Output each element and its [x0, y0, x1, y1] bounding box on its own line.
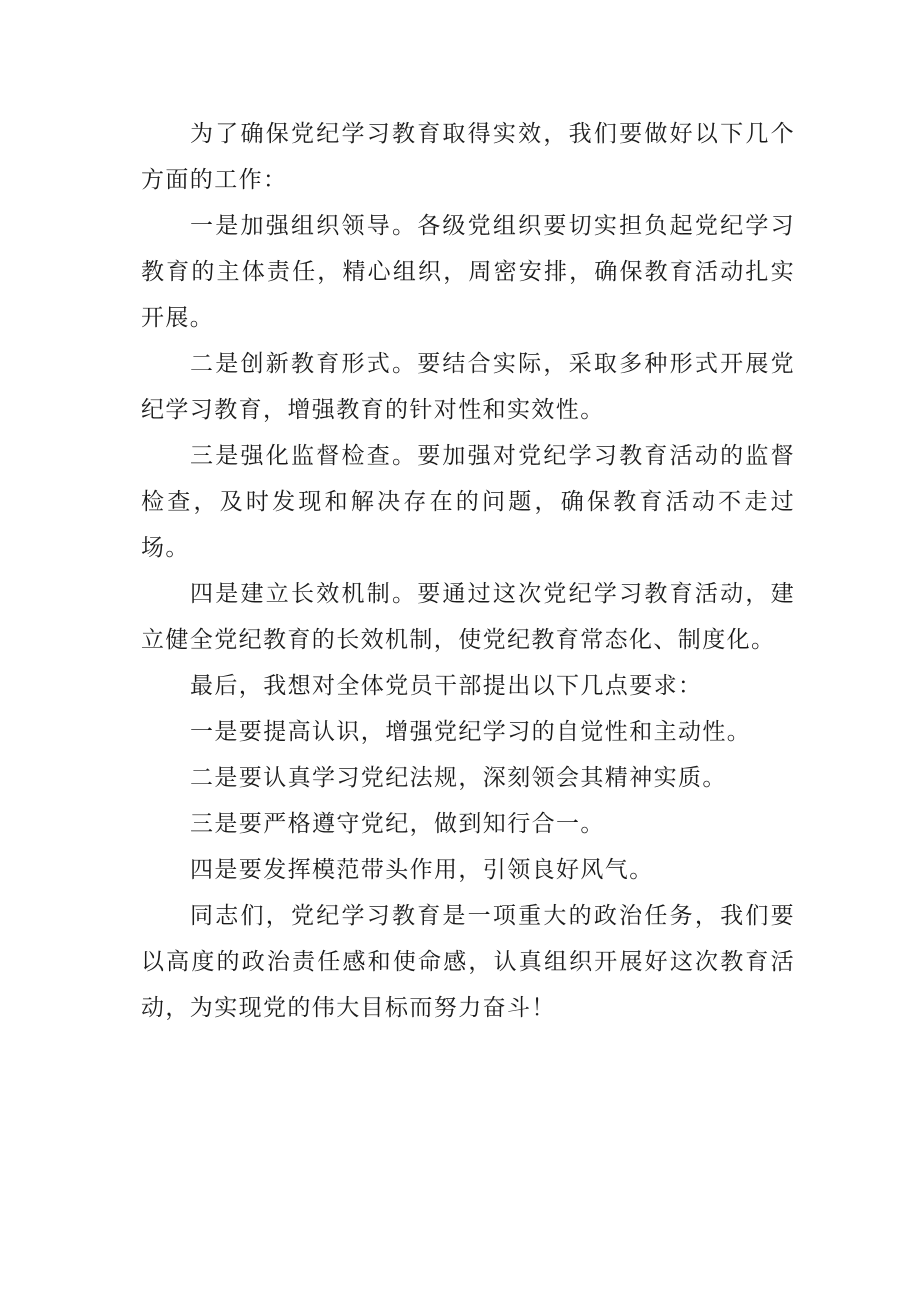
paragraph-requirement-2: 二是要认真学习党纪法规，深刻领会其精神实质。 — [190, 765, 727, 791]
paragraph-point-4: 四是建立长效机制。要通过这次党纪学习教育活动，建立健全党纪教育的长效机制，使党纪教育常态化、制度化。 — [141, 581, 795, 653]
paragraph-requirement-1: 一是要提高认识，增强党纪学习的自觉性和主动性。 — [190, 719, 752, 745]
paragraph-requirements-intro: 最后，我想对全体党员干部提出以下几点要求： — [190, 673, 703, 699]
paragraph-point-2: 二是创新教育形式。要结合实际，采取多种形式开展党纪学习教育，增强教育的针对性和实效性。 — [141, 351, 795, 423]
paragraph-point-3: 三是强化监督检查。要加强对党纪学习教育活动的监督检查，及时发现和解决存在的问题，确保教育活动不走过场。 — [141, 443, 795, 561]
paragraph-intro: 为了确保党纪学习教育取得实效，我们要做好以下几个方面的工作： — [141, 121, 795, 193]
paragraph-point-1: 一是加强组织领导。各级党组织要切实担负起党纪学习教育的主体责任，精心组织，周密安排，确保教育活动扎实开展。 — [141, 213, 795, 331]
paragraph-requirement-4: 四是要发挥模范带头作用，引领良好风气。 — [190, 857, 654, 883]
paragraph-requirement-3: 三是要严格遵守党纪，做到知行合一。 — [190, 811, 605, 837]
document-body — [141, 111, 795, 1031]
paragraph-conclusion: 同志们，党纪学习教育是一项重大的政治任务，我们要以高度的政治责任感和使命感，认真组织开展好这次教育活动，为实现党的伟大目标而努力奋斗！ — [141, 903, 795, 1021]
